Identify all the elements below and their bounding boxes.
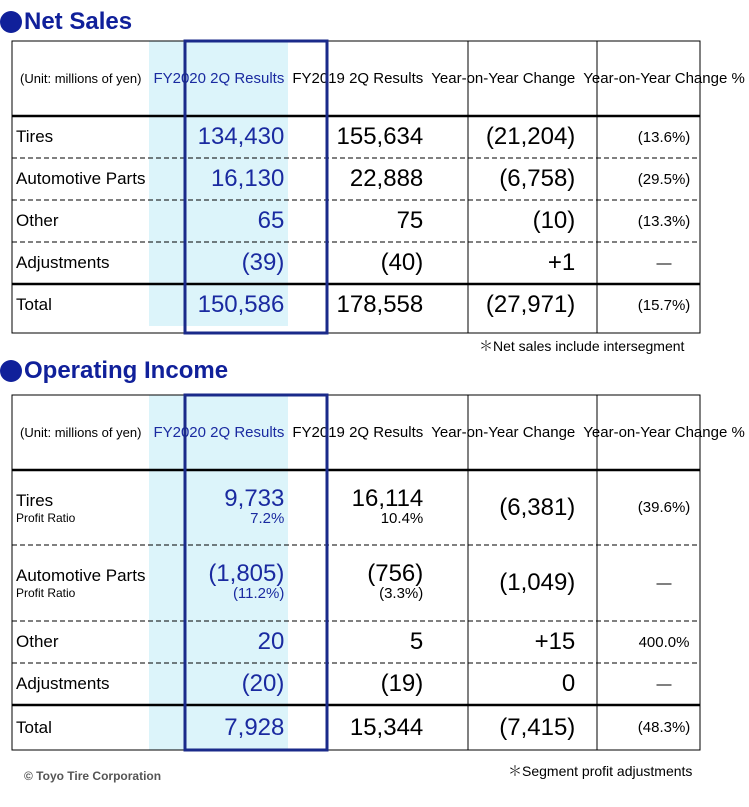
cell-ratio: 7.2% xyxy=(250,509,285,527)
row-label: Total xyxy=(16,295,52,314)
table-row xyxy=(12,470,749,545)
row-label: Total xyxy=(16,717,52,737)
cell-ratio: (11.2%) xyxy=(232,585,285,602)
copyright-footer: © Toyo Tire Corporation xyxy=(24,769,162,783)
row-label: Other xyxy=(16,632,59,651)
row-label: Adjustments xyxy=(16,253,110,272)
cell-ratio: 10.4% xyxy=(380,509,424,527)
row-sublabel: Profit Ratio xyxy=(16,510,76,525)
cell-fy2019 xyxy=(288,545,427,621)
cell-fy2020: 20 xyxy=(149,621,288,663)
cell-change-pct: 400.0% xyxy=(638,633,690,651)
cell-change: (7,415) xyxy=(499,713,576,741)
row-label: Other xyxy=(16,211,59,230)
table-row-total xyxy=(12,705,749,750)
cell-fy2020: 65 xyxy=(149,200,288,242)
cell-fy2019: 15,344 xyxy=(349,713,424,741)
cell-change: (6,381) xyxy=(499,493,576,521)
cell-fy2019: (19) xyxy=(380,670,424,697)
operating-income-title xyxy=(0,356,228,386)
cell-change: (10) xyxy=(532,207,576,234)
cell-change-pct: (48.3%) xyxy=(637,719,691,736)
table-row xyxy=(12,545,749,621)
header-change-pct: Year-on-Year Change % xyxy=(583,423,745,441)
cell-value: (1,805) xyxy=(208,560,285,587)
operating-income-table xyxy=(12,395,749,750)
cell-change-pct: — xyxy=(656,675,672,693)
cell-value: 16,114 xyxy=(351,484,424,512)
cell-value: 9,733 xyxy=(224,484,285,512)
cell-fy2019: 178,558 xyxy=(336,291,424,318)
cell-change: (1,049) xyxy=(499,569,576,596)
cell-change: (6,758) xyxy=(499,165,576,192)
table-row xyxy=(12,663,749,705)
row-label-cell xyxy=(12,545,149,621)
header-change: Year-on-Year Change xyxy=(431,423,576,441)
cell-value: (756) xyxy=(367,560,424,587)
header-row xyxy=(12,395,749,470)
cell-fy2020 xyxy=(149,470,288,545)
header-change-pct: Year-on-Year Change % xyxy=(583,69,745,87)
cell-fy2019: 5 xyxy=(409,628,424,655)
cell-fy2019 xyxy=(288,470,427,545)
cell-change: +1 xyxy=(547,249,576,276)
cell-fy2020: 7,928 xyxy=(149,705,288,750)
operating-income-title-text: Operating Income xyxy=(24,357,229,384)
header-unit: (Unit: millions of yen) xyxy=(20,424,142,440)
cell-fy2020 xyxy=(149,545,288,621)
cell-fy2019: 22,888 xyxy=(349,165,424,192)
operating-income-note: ＊Segment profit adjustments xyxy=(508,763,693,779)
table-row xyxy=(12,621,749,663)
cell-change: 0 xyxy=(561,670,576,697)
header-change: Year-on-Year Change xyxy=(431,69,576,87)
cell-change-pct: — xyxy=(656,574,672,592)
row-label: Adjustments xyxy=(16,674,110,693)
cell-change-pct: (15.7%) xyxy=(637,296,691,314)
cell-change-pct: (39.6%) xyxy=(637,499,691,516)
cell-fy2020: (39) xyxy=(149,242,288,284)
cell-change-pct: — xyxy=(656,254,672,272)
header-fy2020: FY2020 2Q Results xyxy=(149,41,288,116)
cell-fy2020: 134,430 xyxy=(149,116,288,158)
row-label: Tires xyxy=(16,490,54,510)
net-sales-note: ＊Net sales include intersegment xyxy=(479,338,685,354)
cell-ratio: (3.3%) xyxy=(379,585,424,602)
row-label: Automotive Parts xyxy=(16,169,146,188)
cell-change: (21,204) xyxy=(485,123,576,150)
header-fy2020: FY2020 2Q Results xyxy=(149,395,288,470)
row-label-cell xyxy=(12,470,149,545)
cell-change: +15 xyxy=(534,628,576,655)
cell-fy2019: (40) xyxy=(380,249,424,276)
row-label: Tires xyxy=(16,127,54,146)
cell-change: (27,971) xyxy=(485,291,576,318)
header-unit: (Unit: millions of yen) xyxy=(20,70,142,86)
cell-fy2020: 16,130 xyxy=(149,158,288,200)
cell-fy2020: 150,586 xyxy=(149,284,288,326)
cell-change-pct: (29.5%) xyxy=(637,170,691,188)
cell-fy2020: (20) xyxy=(149,663,288,705)
net-sales-title-text: Net Sales xyxy=(24,8,133,35)
header-fy2019: FY2019 2Q Results xyxy=(292,69,424,87)
cell-change-pct: (13.3%) xyxy=(637,212,691,230)
bullet-icon xyxy=(0,360,22,382)
cell-change-pct: (13.6%) xyxy=(637,128,691,146)
row-label: Automotive Parts xyxy=(16,566,146,585)
header-fy2019: FY2019 2Q Results xyxy=(292,423,424,441)
cell-fy2019: 155,634 xyxy=(336,123,424,150)
cell-fy2019: 75 xyxy=(396,207,424,234)
row-sublabel: Profit Ratio xyxy=(16,586,76,600)
